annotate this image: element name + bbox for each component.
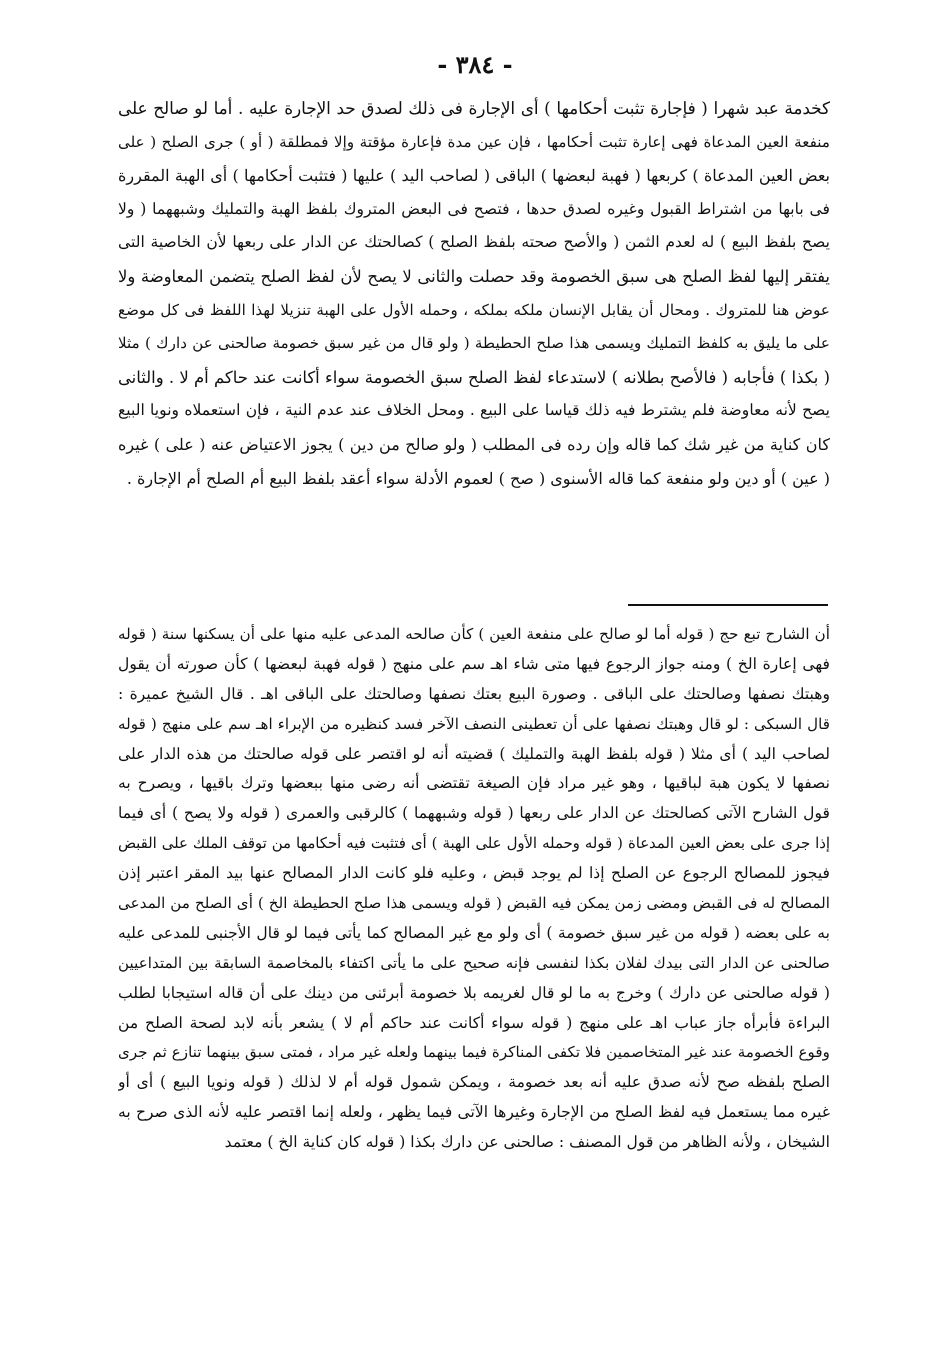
footnote-line: البراءة فأبرأه جاز عباب اهـ على منهج ( قوله سواء أكانت عند حاكم أم لا ) يشعر بأنه لابد لصحة الصلح من — [118, 1013, 830, 1032]
footnote-line: فهى إعارة الخ ) ومنه جواز الرجوع فيها متى شاء اهـ سم على منهج ( قوله فهبة لبعضها ) كأن صورته أن يقول — [118, 654, 830, 673]
main-text-line: يصح لأنه معاوضة فلم يشترط فيه ذلك قياسا على البيع . ومحل الخلاف عند عدم النية ، فإن استعملاه ونويا البيع — [118, 401, 830, 420]
footnote-line: أن الشارح تبع حج ( قوله أما لو صالح على منفعة العين ) كأن صالحه المدعى عليه منها على أن يسكنها سنة ( قوله — [118, 625, 830, 643]
footnote-line: الصلح بلفظه صح لأنه صدق عليه أنه بعد خصومة ، ويمكن شمول قوله أم لا لذلك ( قوله ونويا البيع ) أى أو — [118, 1073, 830, 1092]
main-text-line: منفعة العين المدعاة فهى إعارة تثبت أحكامها ، فإن عين مدة فإعارة مؤقتة وإلا فمطلقة ( أو ) جرى الصلح ( على — [118, 132, 830, 151]
footnote-line: فيجوز للمصالح الرجوع عن الصلح إذا لم يوجد قبض ، وعليه فلو كانت الدار المصالح عنها بيد المقر اعتبر إذن — [118, 864, 830, 883]
main-text-line: كخدمة عبد شهرا ( فإجارة تثبت أحكامها ) أى الإجارة فى ذلك لصدق حد الإجارة عليه . أما لو صالح على — [118, 98, 830, 118]
main-text-line: يفتقر إليها لفظ الصلح هى سبق الخصومة وقد حصلت والثانى لا يصح لأن لفظ الصلح يتضمن المعاوضة ولا — [118, 266, 830, 286]
footnote-line: ( قوله صالحنى عن دارك ) وخرج به ما لو قال لغريمه بلا خصومة أبرئنى من دينك على أن قاله استيجابا لطلب — [118, 983, 830, 1002]
main-text-block — [118, 92, 830, 495]
main-text-line: ( بكذا ) فأجابه ( فالأصح بطلانه ) لاستدعاء لفظ الصلح سبق الخصومة سواء أكانت عند حاكم أم لا . والثانى — [118, 367, 830, 387]
footnote-line: قول الشارح الآتى كصالحتك عن الدار على ربعها ( قوله وشبههما ) كالرقبى والعمرى ( قوله ولا يصح ) أى فيما — [118, 804, 830, 823]
footnote-line: صالحنى عن الدار التى بيدك لفلان بكذا لنفسى فإنه صحيح على ما يأتى اكتفاء بالمخاصمة السابقة بين المتداعيين — [118, 953, 830, 972]
footnote-line: إذا جرى على بعض العين المدعاة ( قوله وحمله الأول على الهبة ) أى فتثبت فيه أحكامها من توقف الملك على القبض — [118, 835, 830, 853]
main-text-line: بعض العين المدعاة ) كربعها ( فهبة لبعضها ) الباقى ( لصاحب اليد ) عليها ( فتثبت أحكامها ) أى الهبة المقررة — [118, 166, 830, 186]
footnote-line: نصفها لا يكون هبة لباقيها ، وهو غير مراد فإن الصيغة تقتضى أنه رضى منها ببعضها وترك باقيها ، ويصرح به — [118, 774, 830, 793]
footnote-line: الشيخان ، ولأنه الظاهر من قول المصنف : صالحنى عن دارك بكذا ( قوله كان كناية الخ ) معتمد — [224, 1133, 830, 1152]
footnote-line: قال السبكى : لو قال وهبتك نصفها على أن تعطينى النصف الآخر فسد كنظيره من الإبراء اهـ سم على منهج ( قوله — [118, 714, 830, 733]
main-text-line: كان كناية من غير شك كما قاله وإن رده فى المطلب ( ولو صالح من دين ) يجوز الاعتياض عنه ( على ) غيره — [118, 434, 830, 454]
main-text-line: عوض هنا للمتروك . ومحال أن يقابل الإنسان ملكه بملكه ، وحمله الأول على الهبة تنزيلا لهذا اللفظ فى كل موضع — [118, 300, 830, 319]
footnote-line: وهبتك نصفها وصالحتك على الباقى . وصورة البيع بعتك نصفها وصالحتك على الباقى اهـ . قال الشيخ عميرة : — [118, 684, 830, 703]
main-text-line: فى بابها من اشتراط القبول وغيره لصدق حدها ، فتصح فى البعض المتروك بلفظ الهبة والتمليك وشبههما ( ولا — [118, 199, 830, 218]
footnote-line: غيره مما يستعمل فيه لفظ الصلح من الإجارة وغيرها الآتى فيما يظهر ، ولعله إنما اقتصر عليه لأنه الذى صرح به — [118, 1103, 830, 1122]
footnote-divider — [628, 604, 828, 606]
footnote-line: لصاحب اليد ) أى مثلا ( قوله بلفظ الهبة والتمليك ) قضيته أنه لو اقتصر على قوله صالحتك من هذه الدار على — [118, 744, 830, 763]
footnote-line: به على بعضه ( قوله من غير سبق خصومة ) أى ولو مع غير المصالح كما يأتى فيما لو قال الأجنبى للمدعى عليه — [118, 923, 830, 942]
footnote-line: المصالح له فى القبض ومضى زمن يمكن فيه القبض ( قوله ويسمى هذا صلح الحطيطة الخ ) أى الصلح من المدعى — [118, 894, 830, 913]
main-text-line: يصح بلفظ البيع ) له لعدم الثمن ( والأصح صحته بلفظ الصلح ) كصالحتك عن الدار على ربعها لأن الخاصية التى — [118, 233, 830, 252]
footnote-line: وقوع الخصومة عند غير المتخاصمين فلا تكفى المناكرة فيما بينهما ولعله غير مراد ، فمتى سبق بينهما تنازع ثم جرى — [118, 1043, 830, 1062]
footnotes-block — [118, 620, 830, 1158]
page-number: - ٣٨٤ - — [437, 50, 513, 79]
main-text-line: ( عين ) أو دين ولو منفعة كما قاله الأسنوى ( صح ) لعموم الأدلة سواء أعقد بلفظ البيع أم الصلح أم الإجارة . — [126, 468, 830, 488]
main-text-line: على ما يليق به كلفظ التمليك ويسمى هذا صلح الحطيطة ( ولو قال من غير سبق خصومة صالحنى عن دارك ) مثلا — [118, 334, 830, 353]
